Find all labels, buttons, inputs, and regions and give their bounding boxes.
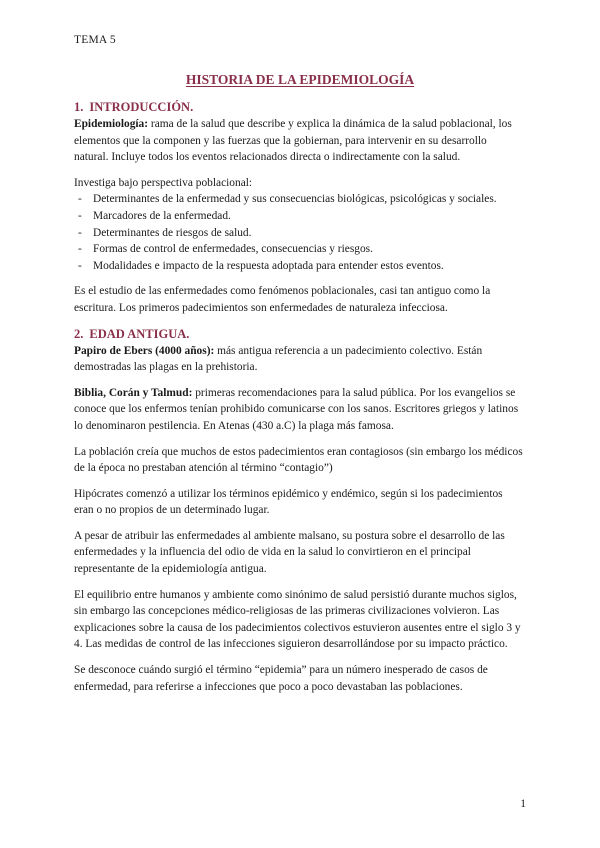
papiro-paragraph xyxy=(74,343,524,376)
bullet-list xyxy=(74,191,524,274)
section-heading-introduccion xyxy=(74,99,524,116)
biblia-text: primeras recomendaciones para la salud pública. Por los evangelios se conoce que los enfermos tenían prohibido comunicarse con los sanos. Escritores griegos y latinos lo denominaron pestilencia. En Atenas (430 a.C) la plaga más famosa. xyxy=(74,386,519,432)
body-paragraph: A pesar de atribuir las enfermedades al ambiente malsano, su postura sobre el desarrollo de las enfermedades y la influencia del odio de vida en la salud lo convirtieron en el principal representante de la epidemiología antigua. xyxy=(74,529,505,576)
definition-text: rama de la salud que describe y explica la dinámica de la salud poblacional, los elementos que la componen y las fuerzas que la gobiernan, para intervenir en su desarrollo natural. Incluye todos los eventos relacionados directa o indirectamente con la salud. xyxy=(74,118,512,164)
bullets-intro: Investiga bajo perspectiva poblacional: xyxy=(74,176,253,189)
body-paragraph: Hipócrates comenzó a utilizar los términos epidémico y endémico, según si los padecimientos eran o no propios de un determinado lugar. xyxy=(74,487,503,517)
list-item: - Determinantes de riesgos de salud. xyxy=(74,225,524,242)
section-number: 1. xyxy=(74,100,84,114)
body-paragraph: Se desconoce cuándo surgió el término “epidemia” para un número inesperado de casos de enfermedad, para referirse a infecciones que poco a poco devastaban las poblaciones. xyxy=(74,664,488,693)
list-item: - Determinantes de la enfermedad y sus consecuencias biológicas, psicológicas y sociales. xyxy=(74,191,524,208)
body-paragraph: El equilibrio entre humanos y ambiente como sinónimo de salud persistió durante muchos siglos, sin embargo las concepciones médico-religiosas de las primeras civilizaciones volvieron. Las explicaciones sobre la causa de los padecimientos colectivos estuvieron ausentes entre el siglo 3 y 4. Las medidas de control de las infecciones siguieron desarrollándose por su impacto práctico. xyxy=(74,588,521,651)
page-header: TEMA 5 xyxy=(74,34,116,46)
biblia-paragraph xyxy=(74,385,524,435)
biblia-term: Biblia, Corán y Talmud: xyxy=(74,386,193,399)
papiro-term: Papiro de Ebers (4000 años): xyxy=(74,344,215,357)
closing-paragraph: Es el estudio de las enfermedades como fenómenos poblacionales, casi tan antiguo como la escritura. Los primeros padecimientos son enfermedades de naturaleza infecciosa. xyxy=(74,285,491,314)
document-body xyxy=(74,99,524,695)
section-title: EDAD ANTIGUA. xyxy=(89,326,190,341)
section-title: INTRODUCCIÓN. xyxy=(89,100,194,114)
list-item: - Formas de control de enfermedades, consecuencias y riesgos. xyxy=(74,241,524,258)
papiro-text: más antigua referencia a un padecimiento colectivo. Están demostradas las plagas en la prehistoria. xyxy=(74,344,483,374)
page-number: 1 xyxy=(520,798,526,810)
definition-paragraph xyxy=(74,116,524,166)
list-item: - Modalidades e impacto de la respuesta adoptada para entender estos eventos. xyxy=(74,258,524,275)
definition-term: Epidemiología: xyxy=(74,118,149,130)
list-item: - Marcadores de la enfermedad. xyxy=(74,208,524,225)
body-paragraph: La población creía que muchos de estos padecimientos eran contagiosos (sin embargo los médicos de la época no prestaban atención al término “contagio”) xyxy=(74,445,523,475)
section-number: 2. xyxy=(74,326,84,341)
document-title: HISTORIA DE LA EPIDEMIOLOGÍA xyxy=(185,72,415,87)
section-heading-edad-antigua xyxy=(74,326,524,343)
